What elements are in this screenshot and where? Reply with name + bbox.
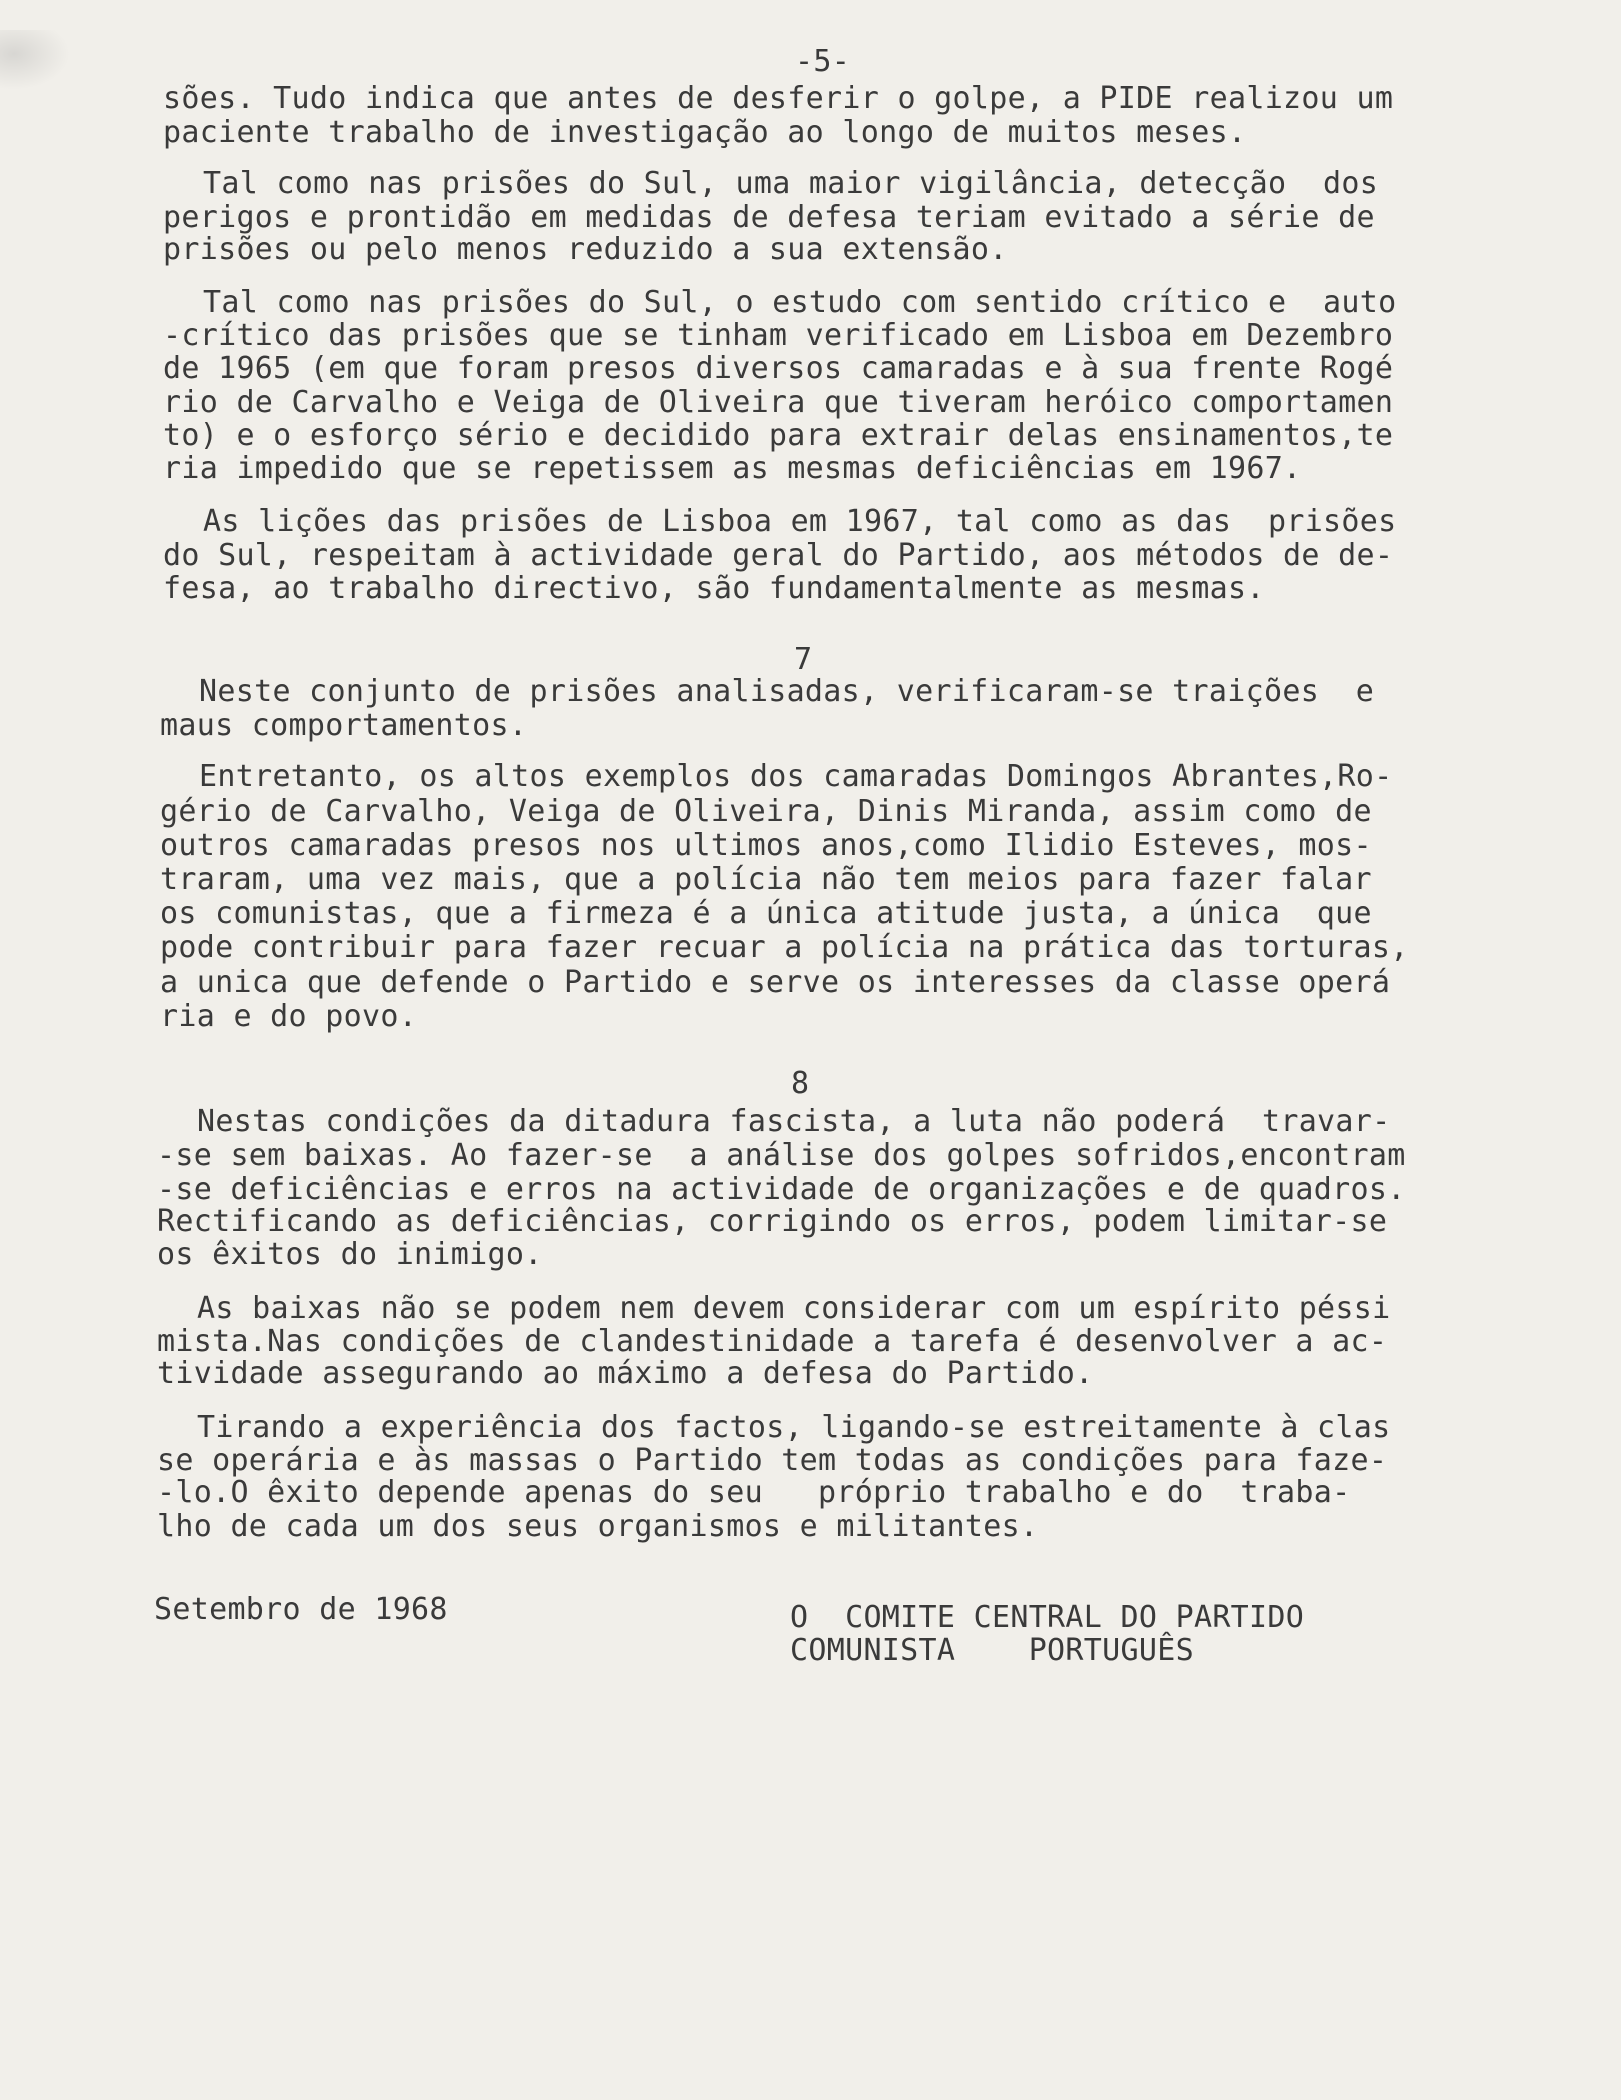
section-number: 7	[794, 642, 813, 677]
text-line: gério de Carvalho, Veiga de Oliveira, Dinis Miranda, assim como de	[160, 794, 1372, 829]
text-line: prisões ou pelo menos reduzido a sua extensão.	[163, 232, 1008, 267]
text-line: lho de cada um dos seus organismos e militantes.	[157, 1509, 1039, 1544]
text-line: As lições das prisões de Lisboa em 1967, tal como as das prisões	[203, 504, 1397, 539]
text-line: -lo.O êxito depende apenas do seu próprio trabalho e do traba-	[157, 1475, 1351, 1510]
text-line: pode contribuir para fazer recuar a polícia na prática das torturas,	[160, 930, 1409, 965]
text-line: outros camaradas presos nos ultimos anos,como Ilidio Esteves, mos-	[160, 828, 1372, 863]
text-line: rio de Carvalho e Veiga de Oliveira que tiveram heróico comportamen	[163, 385, 1394, 420]
text-line: maus comportamentos.	[160, 708, 528, 743]
text-line: sões. Tudo indica que antes de desferir o golpe, a PIDE realizou um	[163, 81, 1394, 116]
text-line: Tal como nas prisões do Sul, uma maior vigilância, detecção dos	[203, 166, 1379, 201]
text-line: tividade assegurando ao máximo a defesa do Partido.	[157, 1356, 1094, 1391]
text-line: mista.Nas condições de clandestinidade a tarefa é desenvolver a ac-	[157, 1324, 1388, 1359]
signature-line: O COMITE CENTRAL DO PARTIDO	[790, 1600, 1305, 1635]
signature-line: COMUNISTA PORTUGUÊS	[790, 1633, 1194, 1668]
text-line: do Sul, respeitam à actividade geral do Partido, aos métodos de de-	[163, 538, 1394, 573]
document-date: Setembro de 1968	[154, 1592, 448, 1627]
text-line: -se deficiências e erros na actividade de organizações e de quadros.	[157, 1172, 1406, 1207]
text-line: os êxitos do inimigo.	[157, 1237, 543, 1272]
text-line: a unica que defende o Partido e serve os interesses da classe operá	[160, 965, 1391, 1000]
text-line: perigos e prontidão em medidas de defesa teriam evitado a série de	[163, 200, 1375, 235]
text-line: Tal como nas prisões do Sul, o estudo com sentido crítico e auto	[203, 285, 1397, 320]
text-line: ria impedido que se repetissem as mesmas deficiências em 1967.	[163, 451, 1302, 486]
text-line: Rectificando as deficiências, corrigindo os erros, podem limitar-se	[157, 1204, 1388, 1239]
text-line: -crítico das prisões que se tinham verificado em Lisboa em Dezembro	[163, 318, 1394, 353]
text-line: As baixas não se podem nem devem considerar com um espírito péssi	[197, 1291, 1391, 1326]
page-number: -5-	[795, 44, 851, 79]
text-line: to) e o esforço sério e decidido para extrair delas ensinamentos,te	[163, 418, 1394, 453]
text-line: traram, uma vez mais, que a polícia não tem meios para fazer falar	[160, 862, 1372, 897]
text-line: ria e do povo.	[160, 999, 418, 1034]
text-line: -se sem baixas. Ao fazer-se a análise dos golpes sofridos,encontram	[157, 1138, 1406, 1173]
text-line: Nestas condições da ditadura fascista, a luta não poderá travar-	[197, 1104, 1391, 1139]
paper-stain	[0, 30, 70, 90]
section-number: 8	[791, 1066, 810, 1101]
text-line: se operária e às massas o Partido tem todas as condições para faze-	[157, 1443, 1388, 1478]
text-line: paciente trabalho de investigação ao longo de muitos meses.	[163, 115, 1247, 150]
text-line: Neste conjunto de prisões analisadas, verificaram-se traições e	[199, 674, 1375, 709]
text-line: de 1965 (em que foram presos diversos camaradas e à sua frente Rogé	[163, 351, 1394, 386]
text-line: Entretanto, os altos exemplos dos camaradas Domingos Abrantes,Ro-	[199, 759, 1393, 794]
text-line: os comunistas, que a firmeza é a única atitude justa, a única que	[160, 896, 1372, 931]
text-line: Tirando a experiência dos factos, ligando-se estreitamente à clas	[197, 1410, 1391, 1445]
text-line: fesa, ao trabalho directivo, são fundamentalmente as mesmas.	[163, 571, 1265, 606]
